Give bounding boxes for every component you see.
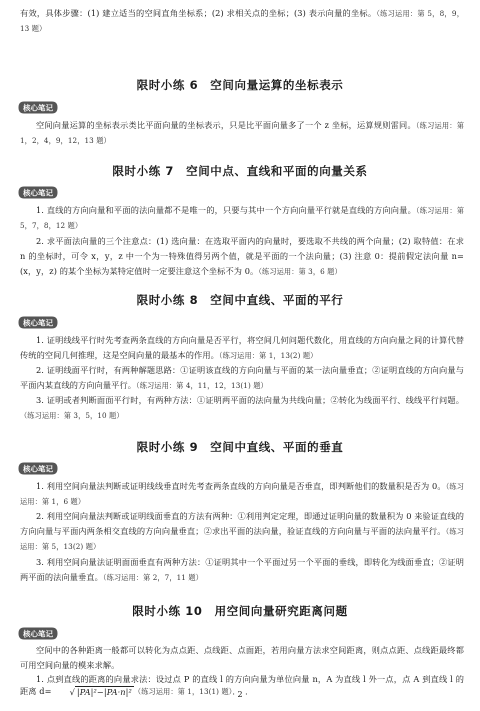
- section-8-title: 限时小练 8 空间中直线、平面的平行: [136, 293, 344, 307]
- page-number: · 2 ·: [232, 690, 248, 699]
- section-8-para-3: 3. 证明或者判断面面平行时，有两种方法：①证明两平面的法向量为共线向量；②转化为线面平行、线线平行问题。（练习运用：第 3，5，10 题）: [20, 395, 464, 420]
- section-7-title: 限时小练 7 空间中点、直线和平面的向量关系: [112, 164, 368, 178]
- section-9-para-1: 1. 利用空间向量法判断或证明线线垂直时先考查两条直线的方向向量是否垂直，即判断他们的数量积是否为 0。（练习运用：第 1，6 题）: [20, 481, 464, 506]
- svg-text:核心笔记: 核心笔记: [23, 103, 53, 113]
- section-8-para-2: 2. 证明线面平行时，有两种解题思路：①证明该直线的方向向量与平面的某一法向量垂直；②证明直线的方向向量与平面内某直线的方向向量平行。（练习运用：第 4，11，12，13(1) 题）: [20, 365, 464, 390]
- svg-text:核心笔记: 核心笔记: [23, 629, 53, 639]
- svg-text:核心笔记: 核心笔记: [23, 464, 53, 474]
- svg-text:核心笔记: 核心笔记: [23, 188, 53, 198]
- core-notes-badge: [18, 186, 58, 199]
- core-notes-badge: [18, 316, 58, 329]
- section-6-title: 限时小练 6 空间向量运算的坐标表示: [136, 78, 344, 92]
- section-9-title: 限时小练 9 空间中直线、平面的垂直: [136, 440, 344, 454]
- section-10-para-2: 1. 点到直线的距离的向量求法：设过点 P 的直线 l 的方向向量为单位向量 n，A 为直线 l 外一点，点 A 到直线 l 的距离 d= √ |PA|²−|PA·n|² （练习运用：第 1，13(1) 题）: [20, 674, 464, 697]
- svg-text:核心笔记: 核心笔记: [23, 318, 53, 328]
- section-10-title: 限时小练 10 用空间向量研究距离问题: [132, 604, 348, 618]
- section-8-para-1: 1. 证明线线平行时先考查两条直线的方向向量是否平行，将空间几何问题代数化，用直线的方向向量之间的计算代替传统的空间几何推理，这是空间向量的最基本的作用。（练习运用：第 1，13(2) 题）: [20, 335, 464, 360]
- core-notes-badge: [18, 627, 58, 640]
- section-7-para-1: 1. 直线的方向向量和平面的法向量都不是唯一的，只要与其中一个方向向量平行就是直线的方向向量。（练习运用：第 5，7，8，12 题）: [20, 205, 464, 230]
- section-9-para-2: 2. 利用空间向量法判断或证明线面垂直的方法有两种：①利用判定定理，即通过证明向量的数量积为 0 来验证直线的方向向量与平面内两条相交直线的方向向量垂直；②求出平面的法向量，验证直线的方向向量与平面的法向量平行。（练习运用：第 5，13(2) 题）: [20, 511, 465, 551]
- distance-formula: √ |PA|²−|PA·n|²: [69, 687, 132, 697]
- core-notes-badge: [18, 101, 58, 114]
- section-9-para-3: 3. 利用空间向量法证明面面垂直有两种方法：①证明其中一个平面过另一个平面的垂线，即转化为线面垂直；②证明两平面的法向量垂直。（练习运用：第 2，7，11 题）: [20, 557, 464, 582]
- intro-ref: （练习运用：第 5，8，9，13 题）: [20, 9, 464, 33]
- section-10-para-1: 空间中的各种距离一般都可以转化为点点距、点线距、点面距，若用向量方法求空间距离，则点点距、点线距最终都可用空间向量的模来求解。: [20, 645, 464, 670]
- section-7-para-2: 2. 求平面法向量的三个注意点：(1) 选向量：在选取平面内的向量时，要选取不共线的两个向量；(2) 取特值：在求 n 的坐标时，可令 x，y，z 中一个为一特殊值得另两个值，就是平面的一个法向量；(3) 注意 0：提前假定法向量 n=(x，y，z) 的某个坐标为某特定值时一定要注意这个坐标不为 0。（练习运用：第 3，6 题）: [20, 236, 464, 276]
- section-6-para-1: 空间向量运算的坐标表示类比平面向量的坐标表示，只是比平面向量多了一个 z 坐标，运算规则雷同。（练习运用：第 1，2，4，9，12，13 题）: [20, 120, 464, 145]
- intro-paragraph: [20, 6, 464, 36]
- core-notes-badge: [18, 462, 58, 475]
- intro-text: 有效，具体步骤：(1) 建立适当的空间直角坐标系；(2) 求相关点的坐标；(3) 表示向量的坐标。: [20, 8, 377, 18]
